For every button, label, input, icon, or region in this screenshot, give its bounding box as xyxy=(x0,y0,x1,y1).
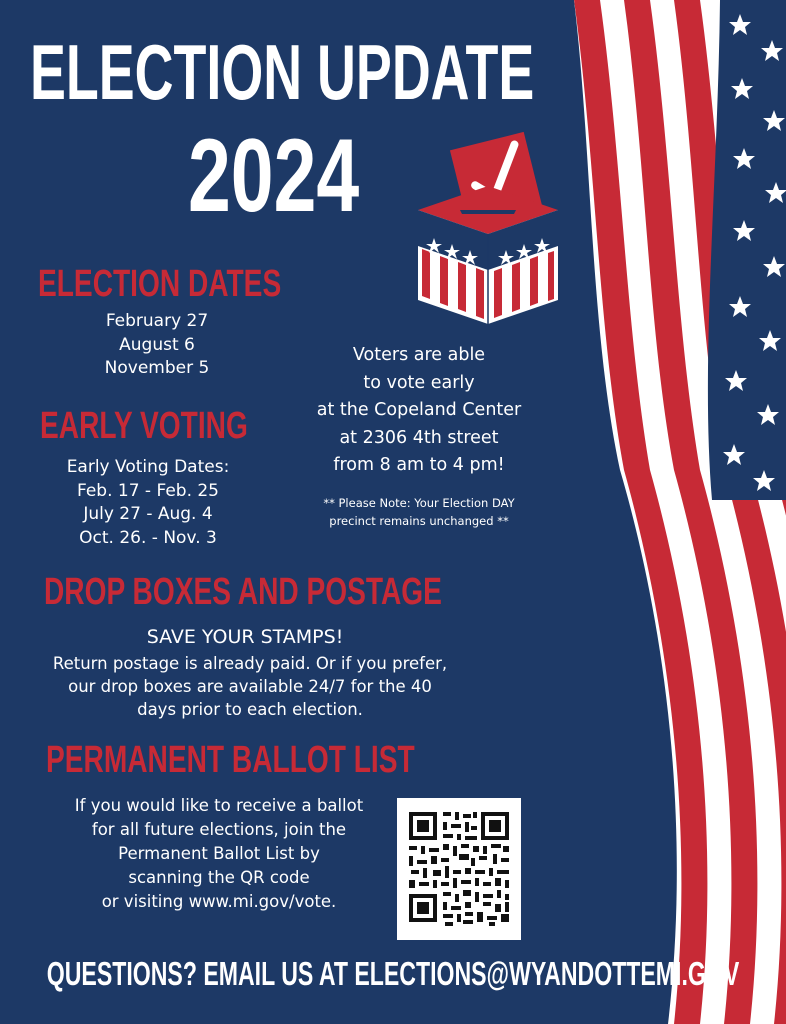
info-line: to vote early xyxy=(363,372,475,393)
poster-year: 2024 xyxy=(188,118,360,234)
drop-boxes-line: Return postage is already paid. Or if you prefer, xyxy=(52,654,448,673)
election-date: February 27 xyxy=(105,311,209,331)
election-dates-heading: ELECTION DATES xyxy=(38,263,282,305)
info-line: at 2306 4th street xyxy=(339,427,499,448)
early-voting-dates xyxy=(38,456,258,550)
drop-boxes-text xyxy=(20,652,480,721)
info-line: at the Copeland Center xyxy=(316,400,522,420)
election-date: November 5 xyxy=(104,358,210,378)
permanent-list-line: or visiting www.mi.gov/vote. xyxy=(101,892,337,911)
drop-boxes-line: days prior to each election. xyxy=(137,700,363,719)
permanent-list-line: scanning the QR code xyxy=(128,868,310,887)
early-voting-range: July 27 - Aug. 4 xyxy=(83,504,213,524)
election-dates-list xyxy=(57,310,257,381)
permanent-list-heading: PERMANENT BALLOT LIST xyxy=(46,739,415,781)
early-voting-info xyxy=(286,342,552,480)
permanent-list-line: Permanent Ballot List by xyxy=(118,844,320,863)
poster-title: ELECTION UPDATE xyxy=(30,28,535,116)
drop-boxes-heading: DROP BOXES AND POSTAGE xyxy=(44,571,442,613)
early-voting-heading: EARLY VOTING xyxy=(40,405,248,447)
early-voting-range: Feb. 17 - Feb. 25 xyxy=(76,480,220,501)
early-voting-label: Early Voting Dates: xyxy=(66,457,230,477)
permanent-list-line: If you would like to receive a ballot xyxy=(74,796,364,815)
early-voting-range: Oct. 26. - Nov. 3 xyxy=(79,527,217,548)
ballot-box-icon xyxy=(408,128,568,328)
qr-code-icon[interactable] xyxy=(397,798,521,940)
election-day-note xyxy=(296,494,542,530)
note-line: ** Please Note: Your Election DAY xyxy=(323,496,515,510)
info-line: from 8 am to 4 pm! xyxy=(333,455,505,475)
note-line: precinct remains unchanged ** xyxy=(329,514,509,528)
footer-contact[interactable]: QUESTIONS? EMAIL US AT ELECTIONS@WYANDOTTEMI.GOV xyxy=(46,955,740,992)
drop-boxes-line: our drop boxes are available 24/7 for the 40 xyxy=(68,677,432,696)
permanent-list-line: for all future elections, join the xyxy=(91,820,347,839)
info-line: Voters are able xyxy=(352,345,486,365)
permanent-list-text xyxy=(60,794,378,914)
election-date: August 6 xyxy=(119,334,195,355)
drop-boxes-subheading: SAVE YOUR STAMPS! xyxy=(146,626,344,648)
